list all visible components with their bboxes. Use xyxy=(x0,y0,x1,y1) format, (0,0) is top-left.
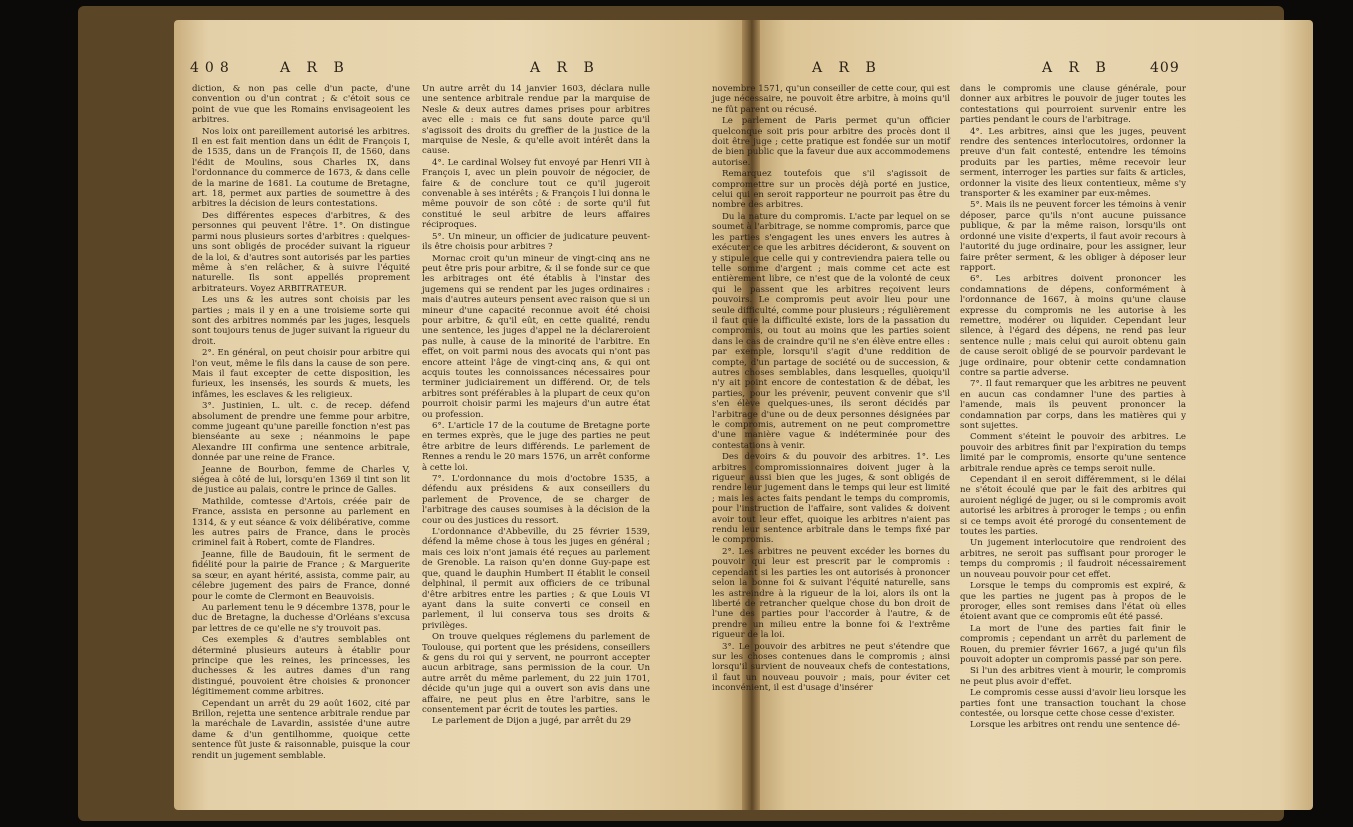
paragraph: Le parlement de Paris permet qu'un officier quelconque soit pris pour arbitre des procès dont il doit être juge ; cette pratique est fondée sur un motif de bien public que la faveur due aux accommodemens autorise. xyxy=(712,116,950,168)
paragraph: Des devoirs & du pouvoir des arbitres. 1°. Les arbitres compromissionnaires doivent juger à la rigueur aussi bien que les juges, & sont obligés de rendre leur jugement dans le temps qui leur est limité ; mais les actes faits pendant le temps du compromis, pour l'instruction de l'affaire, sont valides & doivent avoir tout leur effet, quoique les arbitres n'aient pas rendu leur sentence arbitrale dans le temps fixé par le compromis. xyxy=(712,452,950,546)
paragraph: On trouve quelques réglemens du parlement de Toulouse, qui portent que les présidens, conseillers & gens du roi qui y servent, ne pourront accepter aucun arbitrage, sans permission de la cour. Un autre arrêt du même parlement, du 22 juin 1701, décide qu'un juge qui a ouvert son avis dans une affaire, ne peut plus en être l'arbitre, sans le consentement par écrit de toutes les parties. xyxy=(422,632,650,715)
running-head: A R B xyxy=(1042,60,1112,76)
paragraph: Jeanne, fille de Baudouin, fit le serment de fidélité pour la pairie de France ; & Marguerite sa sœur, en ayant hérité, assista, comme pair, au célebre jugement des pairs de France, donné pour le comte de Clermont en Beauvoisis. xyxy=(192,549,410,602)
paragraph: diction, & non pas celle d'un pacte, d'une convention ou d'un contrat ; & c'étoit sous ce point de vue que les Romains envisageoient les arbitres. xyxy=(192,84,410,126)
paragraph: Ces exemples & d'autres semblables ont déterminé plusieurs auteurs à établir pour principe que les reines, les princesses, les duchesses & les autres dames d'un rang distingué, pouvoient être choisies & prononcer légitimement comme arbitres. xyxy=(192,635,410,698)
paragraph: 2°. En général, on peut choisir pour arbitre qui l'on veut, même le fils dans la cause de son pere. Mais il faut excepter de cette disposition, les furieux, les insensés, les sourds & muets, les infâmes, les esclaves & les religieux. xyxy=(192,348,410,400)
paragraph: 5°. Mais ils ne peuvent forcer les témoins à venir déposer, parce qu'ils n'ont aucune puissance publique, & par la même raison, lorsqu'ils ont ordonné une visite d'experts, il faut avoir recours à l'autorité du juge ordinaire, pour les assigner, leur faire prêter serment, & les obliger à déposer leur rapport. xyxy=(960,200,1186,273)
left-page-header xyxy=(190,60,750,82)
paragraph: Nos loix ont pareillement autorisé les arbitres. Il en est fait mention dans un édit de François I, de 1535, dans un de François II, de 1560, dans l'édit de Moulins, sous Charles IX, dans l'ordonnance du commerce de 1673, & dans celle de la marine de 1681. La coutume de Bretagne, art. 18, permet aux parties de soumettre à des arbitres la décision de leurs contestations. xyxy=(192,126,410,210)
paragraph: 7°. Il faut remarquer que les arbitres ne peuvent en aucun cas condamner l'une des parties à l'amende, mais ils peuvent prononcer la condamnation par corps, dans les matières qui y sont sujettes. xyxy=(960,379,1186,431)
paragraph: Lorsque le temps du compromis est expiré, & que les parties ne jugent pas à propos de le proroger, elles sont remises dans l'état où elles étoient avant que ce compromis eût été passé. xyxy=(960,581,1186,623)
paragraph: Cependant un arrêt du 29 août 1602, cité par Brillon, rejetta une sentence arbitrale rendue par la maréchale de Lavardin, assistée d'une autre dame & d'un gentilhomme, quoique cette sentence fût juste & raisonnable, puisque la cour rendit un jugement semblable. xyxy=(192,698,410,761)
paragraph: Des différentes especes d'arbitres, & des personnes qui peuvent l'être. 1°. On distingue parmi nous plusieurs sortes d'arbitres : quelques-uns sont obligés de procéder suivant la rigueur de la loi, & d'autres sont autorisés par les parties même à s'en relâcher, & à suivre l'équité naturelle. Ils sont appellés proprement arbitrateurs. Voyez ARBITRATEUR. xyxy=(192,210,410,294)
paragraph: 4°. Le cardinal Wolsey fut envoyé par Henri VII à François I, avec un plein pouvoir de négocier, de faire & de conclure tout ce qu'il jugeroit convenable à ses intérêts ; & François I lui donna le même pouvoir de son côté : de sorte qu'il fut constitué le seul arbitre de leurs affaires réciproques. xyxy=(422,157,650,231)
running-head: A R B xyxy=(280,60,350,76)
paragraph: Au parlement tenu le 9 décembre 1378, pour le duc de Bretagne, la duchesse d'Orléans s'excusa par lettres de ce qu'elle ne s'y trouvoit pas. xyxy=(192,602,410,634)
paragraph: Mathilde, comtesse d'Artois, créée pair de France, assista en personne au parlement en 1314, & y eut séance & voix délibérative, comme les autres pairs de France, dans le procès criminel fait à Robert, comte de Flandres. xyxy=(192,496,410,549)
paragraph: La mort de l'une des parties fait finir le compromis ; cependant un arrêt du parlement de Rouen, du premier février 1667, a jugé qu'un fils pouvoit adopter un compromis passé par son pere. xyxy=(960,623,1186,665)
running-head: A R B xyxy=(530,60,600,76)
paragraph: Cependant il en seroit différemment, si le délai ne s'étoit écoulé que par le fait des arbitres qui auroient négligé de juger, ou si le compromis avoit autorisé les arbitres à proroger le temps ; ou enfin si ce temps avoit été prorogé du consentement de toutes les parties. xyxy=(960,475,1186,538)
paragraph: Le compromis cesse aussi d'avoir lieu lorsque les parties font une transaction touchant la chose contestée, ou lorsque cette chose cesse d'exister. xyxy=(960,688,1186,719)
paragraph: 6°. Les arbitres doivent prononcer les condamnations de dépens, conformément à l'ordonnance de 1667, à moins qu'une clause expresse du compromis ne les autorise à les remettre, modérer ou liquider. Cependant leur silence, à l'égard des dépens, ne rend pas leur sentence nulle ; mais celui qui auroit obtenu gain de cause seroit obligé de se pourvoir pardevant le juge ordinaire, pour obtenir cette condamnation contre sa partie adverse. xyxy=(960,274,1186,378)
page-number-right: 409 xyxy=(1150,60,1180,76)
paragraph: Si l'un des arbitres vient à mourir, le compromis ne peut plus avoir d'effet. xyxy=(960,666,1186,687)
paragraph: Un jugement interlocutoire que rendroient des arbitres, ne seroit pas suffisant pour proroger le temps du compromis ; il faudroit nécessairement un nouveau pouvoir pour cet effet. xyxy=(960,538,1186,580)
paragraph: Les uns & les autres sont choisis par les parties ; mais il y en a une troisieme sorte qui sont des arbitres nommés par les juges, lesquels sont toujours tenus de juger suivant la rigueur du droit. xyxy=(192,295,410,347)
paragraph: 3°. Justinien, L. ult. c. de recep. défend absolument de prendre une femme pour arbitre, comme jugeant qu'une pareille fonction n'est pas bienséante au sexe ; néanmoins le pape Alexandre III confirma une sentence arbitrale, donnée par une reine de France. xyxy=(192,401,410,464)
paragraph: Remarquez toutefois que s'il s'agissoit de compromettre sur un procès déjà porté en justice, celui qui en seroit rapporteur ne pourroit pas être du nombre des arbitres. xyxy=(712,169,950,211)
paragraph: 2°. Les arbitres ne peuvent excéder les bornes du pouvoir qui leur est prescrit par le compromis : cependant si les parties les ont autorisés à prononcer selon la bonne foi & suivant l'équité naturelle, sans les astreindre à la rigueur de la loi, alors ils ont la liberté de retrancher quelque chose du bon droit de l'une des parties pour l'accorder à l'autre, & de prendre un milieu entre la bonne foi & l'extrême rigueur de la loi. xyxy=(712,546,950,641)
paragraph: Un autre arrêt du 14 janvier 1603, déclara nulle une sentence arbitrale rendue par la marquise de Nesle & deux autres dames prises pour arbitres avec elle : mais ce fut sans doute parce qu'il s'agissoit des droits du greffier de la justice de la marquise de Nesle, & qu'elle avoit intérêt dans la cause. xyxy=(422,84,650,157)
paragraph: Du la nature du compromis. L'acte par lequel on se soumet à l'arbitrage, se nomme compromis, parce que les parties s'engagent les unes envers les autres à exécuter ce que les arbitres décideront, & souvent on y stipule que celle qui y contreviendra paiera telle ou telle somme d'argent ; mais comme cet acte est entièrement libre, ce n'est que de la volonté de ceux qui le passent que les arbitres reçoivent leurs pouvoirs. Le compromis peut avoir lieu pour une seule difficulté, comme pour plusieurs ; régulièrement il faut que la difficulté existe, lors de la passation du compromis, ou tout au moins que les parties soient dans le cas de craindre qu'il ne s'en élève entre elles : par exemple, lorsqu'il s'agit d'une reddition de compte, d'un partage de société ou de succession, & autres choses semblables, dans lesquelles, quoiqu'il n'y ait point encore de contestation & de débat, les parties, pour les prévenir, peuvent convenir que s'il s'en élève quelques-unes, ils seront décidés par l'arbitrage d'une ou de deux personnes désignées par le compromis, autrement on ne peut compromettre d'une manière vague & indéterminée pour des contestations à venir. xyxy=(712,211,950,451)
left-page-column-2 xyxy=(422,84,650,727)
right-page-header xyxy=(812,60,1262,82)
paragraph: Lorsque les arbitres ont rendu une sentence dé- xyxy=(970,720,1181,731)
paragraph: 5°. Un mineur, un officier de judicature peuvent-ils être choisis pour arbitres ? xyxy=(422,231,650,253)
right-page-column-1 xyxy=(712,84,950,724)
left-page-column-1 xyxy=(192,84,410,761)
paragraph: 4°. Les arbitres, ainsi que les juges, peuvent rendre des sentences interlocutoires, ordonner la preuve d'un fait contesté, entendre les témoins produits par les parties, même recevoir leur serment, interroger les parties sur faits & articles, ordonner la visite des lieux contentieux, même s'y transporter & les examiner par eux-mêmes. xyxy=(960,126,1186,200)
right-page-column-2 xyxy=(960,84,1186,731)
running-head: A R B xyxy=(812,60,882,76)
paragraph: novembre 1571, qu'un conseiller de cette cour, qui est juge nécessaire, ne pouvoit être arbitre, à moins qu'il ne fût parent ou récusé. xyxy=(712,84,950,115)
paragraph: 3°. Le pouvoir des arbitres ne peut s'étendre que sur les choses contenues dans le compromis ; ainsi lorsqu'il survient de nouveaux chefs de contestations, il faut un nouveau pouvoir ; mais, pour éviter cet inconvénient, il est d'usage d'insérer xyxy=(712,641,950,694)
paragraph: dans le compromis une clause générale, pour donner aux arbitres le pouvoir de juger toutes les contestations qui pourroient survenir entre les parties pendant le cours de l'arbitrage. xyxy=(960,84,1186,126)
paragraph: Jeanne de Bourbon, femme de Charles V, siégea à côté de lui, lorsqu'en 1369 il tint son lit de justice au palais, contre le prince de Galles. xyxy=(192,464,410,496)
paragraph: Mornac croit qu'un mineur de vingt-cinq ans ne peut être pris pour arbitre, & il se fonde sur ce que les arbitrages ont été établis à l'instar des jugemens qui se rendent par les juges ordinaires : mais d'autres auteurs pensent avec raison que si un mineur d'une capacité reconnue avoit été choisi pour arbitre, & qu'il eût, en cette qualité, rendu une sentence, les juges d'appel ne la déclareroient pas nulle, à cause de la minorité de l'arbitre. En effet, on voit parmi nous des avocats qui n'ont pas encore atteint l'âge de vingt-cinq ans, & qui ont acquis toutes les connoissances nécessaires pour terminer judiciairement un différend. Or, de tels arbitres sont préférables à la plupart de ceux qu'on pourroit choisir parmi les majeurs d'un autre état ou profession. xyxy=(422,253,650,420)
paragraph: 6°. L'article 17 de la coutume de Bretagne porte en termes exprès, que le juge des parties ne peut être arbitre de leurs différends. Le parlement de Rennes a rendu le 20 mars 1576, un arrêt conforme à cette loi. xyxy=(422,421,650,473)
paragraph: Le parlement de Dijon a jugé, par arrêt du 29 xyxy=(432,716,631,727)
page-number-left: 408 xyxy=(190,60,235,76)
paragraph: Comment s'éteint le pouvoir des arbitres. Le pouvoir des arbitres finit par l'expiration du temps limité par le compromis, ensorte qu'une sentence arbitrale rendue après ce temps seroit nulle. xyxy=(960,432,1186,474)
paragraph: L'ordonnance d'Abbeville, du 25 février 1539, défend la même chose à tous les juges en général ; mais ces loix n'ont jamais été reçues au parlement de Grenoble. La raison qu'en donne Guy-pape est que, quand le dauphin Humbert II établit le conseil delphinal, il permit aux officiers de ce tribunal d'être arbitres entre les parties ; & que Louis VI ayant dans la suite converti ce conseil en parlement, il lui conserva tous ses droits & privilèges. xyxy=(422,527,650,631)
paragraph: 7°. L'ordonnance du mois d'octobre 1535, a défendu aux présidens & aux conseillers du parlement de Provence, de se charger de l'arbitrage des causes soumises à la décision de la cour ou des justices du ressort. xyxy=(422,474,650,526)
